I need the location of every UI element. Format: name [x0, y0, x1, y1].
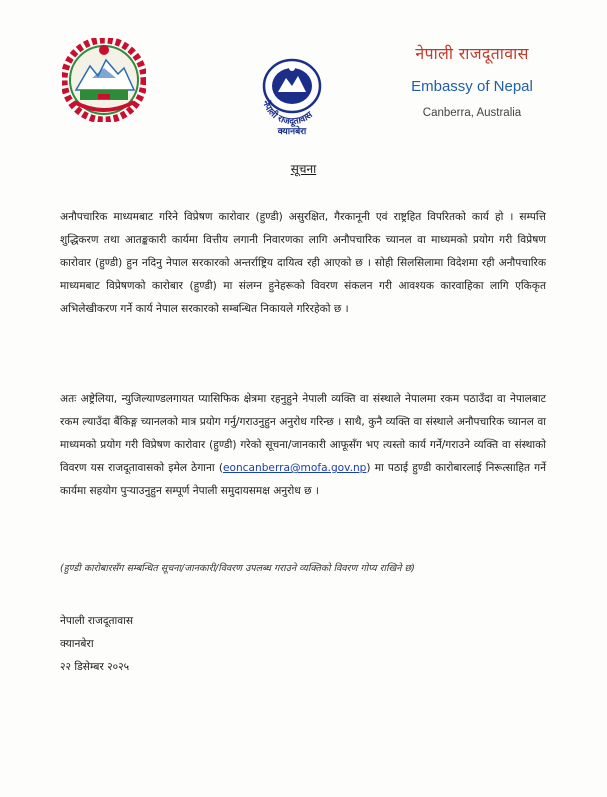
office-location: Canberra, Australia [422, 107, 522, 119]
signature-block [60, 610, 133, 679]
signature-city: क्यानबेरा [60, 638, 94, 650]
notice-paragraph-2 [60, 388, 546, 503]
notice-title: सूचना [290, 162, 317, 176]
embassy-email-link[interactable]: eoncanberra@mofa.gov.np [222, 462, 367, 474]
office-name-english: Embassy of Nepal [411, 78, 533, 95]
paragraph-2-text-before: अतः अष्ट्रेलिया, न्युजिल्याण्डलगायत प्यासिफिक क्षेत्रमा रहनुहुने नेपाली व्यक्ति वा संस्थाले नेपालमा रकम पठाउँदा वा नेपालबाट रकम ल्याउँदा बैंकिङ्ग च्यानलको मात्र प्रयोग गर्नु/गराउनुहुन अनुरोध गरिन्छ । साथै, कुनै व्यक्ति वा संस्थाले अनौपचारिक च्यानल वा माध्यमको प्रयोग गरी विप्रेषण कारोवार (हुण्डी) गरेको सूचना/जानकारी आफूसँग भए त्यस्तो कार्य गर्ने/गराउने व्यक्ति वा संस्थाको विवरण यस राजदूतावासको इमेल ठेगाना ( [60, 393, 546, 474]
signature-date: २२ डिसेम्बर २०२५ [60, 661, 130, 673]
letterhead [372, 42, 572, 119]
signature-office: नेपाली राजदूतावास [60, 615, 134, 627]
nepal-emblem-icon [62, 38, 146, 122]
seal-bottom-text: क्यानबेरा [277, 127, 307, 137]
confidentiality-note: (हुण्डी कारोबारसँग सम्बन्धित सूचना/जानकारी/विवरण उपलब्ध गराउने व्यक्तिको विवरण गोप्य राखिने छ) [60, 563, 415, 574]
seal-top-text: नेपाली राजदूतावास [260, 99, 315, 128]
notice-paragraph-1: अनौपचारिक माध्यमबाट गरिने विप्रेषण कारोवार (हुण्डी) असुरक्षित, गैरकानूनी एवं राष्ट्रहित विपरितको कार्य हो । सम्पत्ति शुद्धिकरण तथा आतङ्ककारी कार्यमा वित्तीय लगानी निवारणका लागि अनौपचारिक च्यानल वा माध्यमको प्रयोग गरी विप्रेषण कारोवार (हुण्डी) हुन नदिनु नेपाल सरकारको अन्तर्राष्ट्रिय दायित्व रही आएको छ । सोही सिलसिलामा विदेशमा रही अनौपचारिक माध्यमबाट विप्रेषणको कारोबार (हुण्डी) मा संलग्न हुनेहरूको विवरण संकलन गरी आवश्यक कारवाहिका लागि एकिकृत अभिलेखीकरण गर्ने कार्य नेपाल सरकारको सम्बन्धित निकायले गरिरहेको छ । [60, 211, 546, 315]
office-name-nepali: नेपाली राजदूतावास [415, 44, 529, 63]
paragraph-2-text-after: ) मा पठाई हुण्डी कारोबारलाई निरूत्साहित गर्ने कार्यमा सहयोग पुऱ्याउनुहुन सम्पूर्ण नेपाली समुदायसमक्ष अनुरोध छ । [60, 462, 546, 497]
embassy-seal-icon [244, 50, 340, 138]
